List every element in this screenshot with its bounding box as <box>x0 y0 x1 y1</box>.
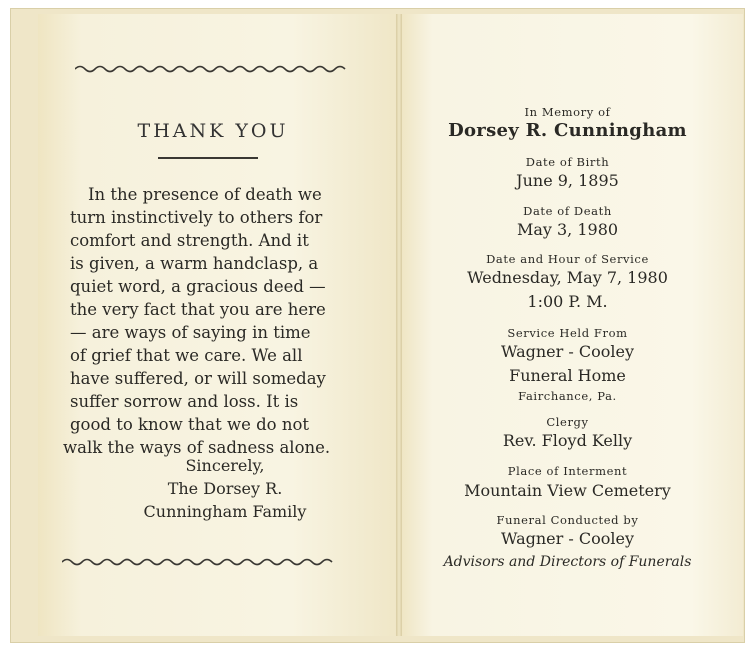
service-time: 1:00 P. M. <box>527 292 608 311</box>
body-line: have suffered, or will someday <box>70 369 326 388</box>
top-wave-divider <box>75 62 355 76</box>
body-line: — are ways of saying in time <box>70 323 311 342</box>
signature-line: The Dorsey R. <box>167 479 283 498</box>
body-line: comfort and strength. And it <box>70 231 309 250</box>
thank-you-title: THANK YOU <box>137 120 289 142</box>
death-date: May 3, 1980 <box>516 220 619 239</box>
service-date: Wednesday, May 7, 1980 <box>467 268 668 287</box>
interment-label: Place of Interment <box>507 464 628 478</box>
closing: Sincerely, <box>185 456 265 475</box>
held-from-label: Service Held From <box>507 326 628 340</box>
body-line: turn instinctively to others for <box>70 208 323 227</box>
conducted-label: Funeral Conducted by <box>496 513 639 527</box>
clergy-name: Rev. Floyd Kelly <box>502 431 633 450</box>
body-line: suffer sorrow and loss. It is <box>70 392 299 411</box>
birth-date: June 9, 1895 <box>516 171 619 190</box>
conducted-by: Wagner - Cooley <box>501 529 634 548</box>
body-line: In the presence of death we <box>88 185 322 204</box>
body-line: walk the ways of sadness alone. <box>63 438 331 457</box>
bottom-wave-divider <box>62 555 342 569</box>
body-line: of grief that we care. We all <box>70 346 303 365</box>
body-line: the very fact that you are here <box>70 300 326 319</box>
title-underline <box>158 157 258 159</box>
signature-line: Cunningham Family <box>143 502 307 521</box>
held-from-location: Fairchance, Pa. <box>518 389 617 403</box>
clergy-label: Clergy <box>546 415 589 429</box>
death-label: Date of Death <box>523 204 612 218</box>
funeral-home-tagline: Advisors and Directors of Funerals <box>443 554 692 570</box>
held-from-line2: Funeral Home <box>509 366 626 385</box>
body-line: quiet word, a gracious deed — <box>70 277 326 296</box>
body-line: is given, a warm handclasp, a <box>70 254 319 273</box>
body-line: good to know that we do not <box>70 415 310 434</box>
in-memory-label: In Memory of <box>524 105 611 119</box>
birth-label: Date of Birth <box>525 155 610 169</box>
deceased-name: Dorsey R. Cunningham <box>448 120 687 141</box>
held-from-line1: Wagner - Cooley <box>501 342 634 361</box>
interment-place: Mountain View Cemetery <box>464 481 671 500</box>
service-label: Date and Hour of Service <box>486 252 649 266</box>
